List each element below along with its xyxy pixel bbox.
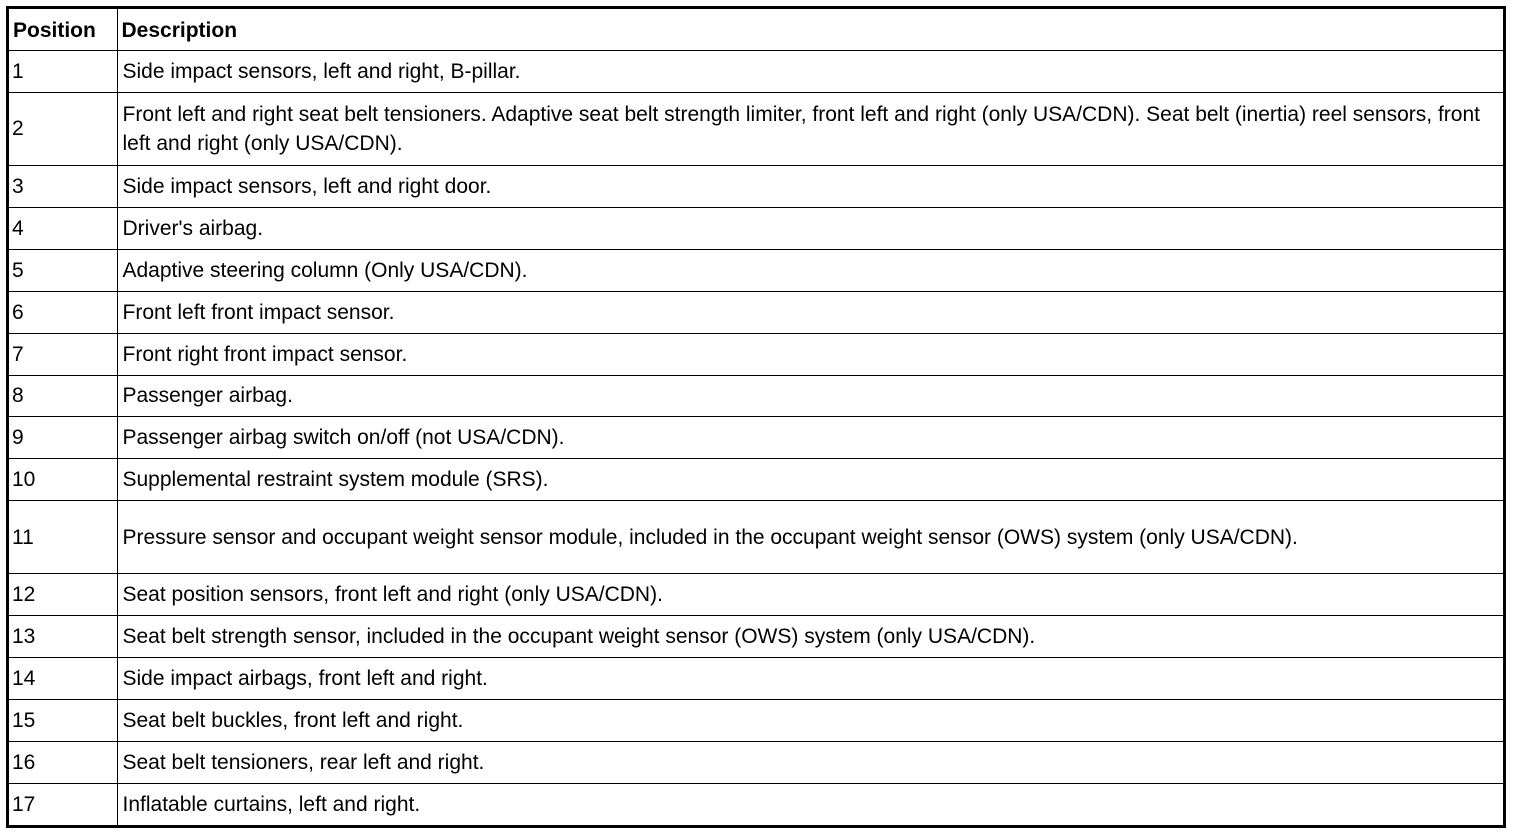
cell-position: 2 [9, 92, 117, 165]
cell-description: Passenger airbag switch on/off (not USA/CDN). [117, 417, 1503, 459]
cell-position: 12 [9, 574, 117, 616]
table-header-row [9, 9, 1503, 51]
cell-description: Adaptive steering column (Only USA/CDN). [117, 249, 1503, 291]
table-row [9, 700, 1503, 742]
cell-description: Seat belt strength sensor, included in the occupant weight sensor (OWS) system (only USA/CDN). [117, 616, 1503, 658]
table-row [9, 783, 1503, 825]
cell-description: Inflatable curtains, left and right. [117, 783, 1503, 825]
cell-description: Front left and right seat belt tensioners. Adaptive seat belt strength limiter, front left and right (only USA/CDN). Seat belt (inertia) reel sensors, front left and right (only USA/CDN). [117, 92, 1503, 165]
table-row [9, 658, 1503, 700]
cell-position: 16 [9, 741, 117, 783]
table-row [9, 92, 1503, 165]
cell-description: Front right front impact sensor. [117, 333, 1503, 375]
table-row [9, 165, 1503, 207]
table-row [9, 375, 1503, 417]
cell-description: Supplemental restraint system module (SRS). [117, 459, 1503, 501]
cell-description: Seat belt tensioners, rear left and right. [117, 741, 1503, 783]
cell-position: 6 [9, 291, 117, 333]
cell-description: Driver's airbag. [117, 207, 1503, 249]
cell-description: Seat position sensors, front left and right (only USA/CDN). [117, 574, 1503, 616]
cell-position: 4 [9, 207, 117, 249]
cell-position: 7 [9, 333, 117, 375]
table-row [9, 333, 1503, 375]
components-table [9, 9, 1503, 825]
cell-description: Side impact airbags, front left and right. [117, 658, 1503, 700]
cell-description: Seat belt buckles, front left and right. [117, 700, 1503, 742]
header-position: Position [9, 9, 117, 51]
table-row [9, 616, 1503, 658]
components-table-frame [6, 6, 1506, 828]
cell-description: Pressure sensor and occupant weight sensor module, included in the occupant weight sensor (OWS) system (only USA/CDN). [117, 501, 1503, 574]
table-row [9, 574, 1503, 616]
header-description: Description [117, 9, 1503, 51]
table-row [9, 249, 1503, 291]
cell-position: 14 [9, 658, 117, 700]
cell-description: Front left front impact sensor. [117, 291, 1503, 333]
cell-position: 1 [9, 51, 117, 93]
table-row [9, 741, 1503, 783]
table-row [9, 207, 1503, 249]
cell-position: 11 [9, 501, 117, 574]
cell-description: Side impact sensors, left and right door. [117, 165, 1503, 207]
cell-position: 3 [9, 165, 117, 207]
table-row [9, 291, 1503, 333]
cell-description: Side impact sensors, left and right, B-pillar. [117, 51, 1503, 93]
cell-description: Passenger airbag. [117, 375, 1503, 417]
table-row [9, 51, 1503, 93]
cell-position: 10 [9, 459, 117, 501]
cell-position: 8 [9, 375, 117, 417]
cell-position: 15 [9, 700, 117, 742]
cell-position: 9 [9, 417, 117, 459]
cell-position: 13 [9, 616, 117, 658]
table-row [9, 459, 1503, 501]
table-row [9, 501, 1503, 574]
cell-position: 5 [9, 249, 117, 291]
table-row [9, 417, 1503, 459]
cell-position: 17 [9, 783, 117, 825]
